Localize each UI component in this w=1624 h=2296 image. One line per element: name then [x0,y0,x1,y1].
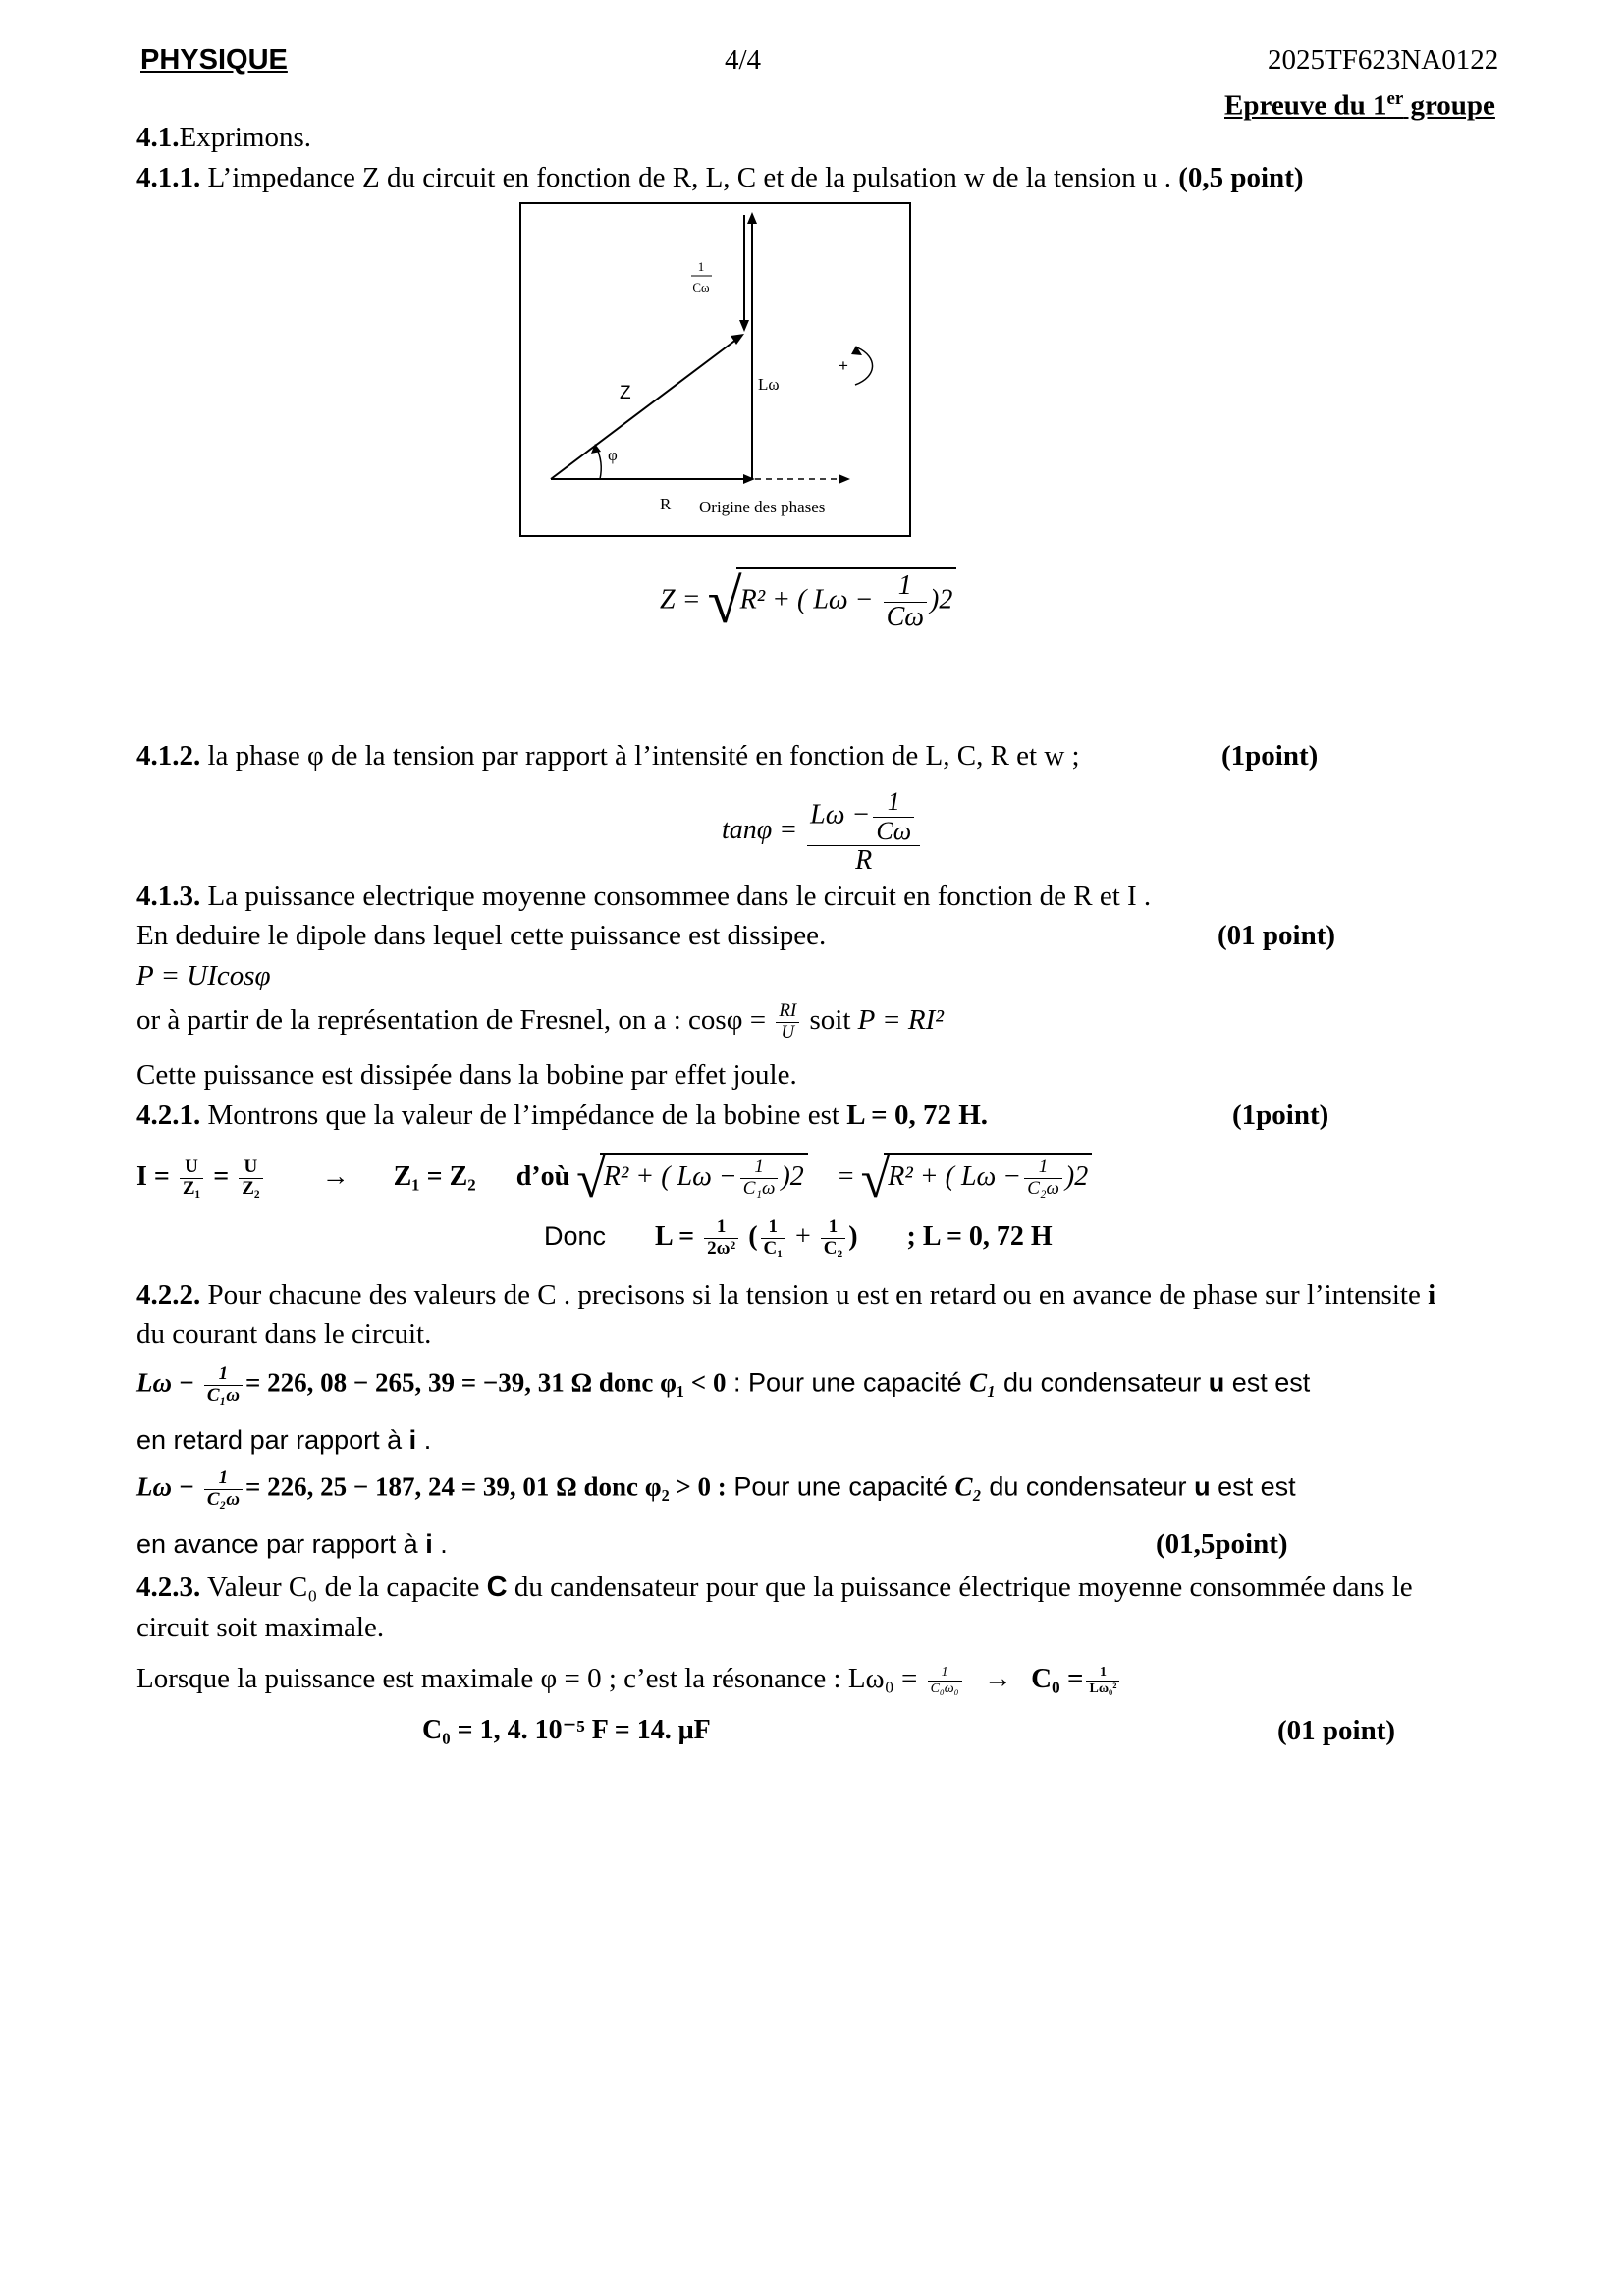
capacitance-result: C₀ = 1, 4. 10⁻⁵ F = 14. μF [422,1715,711,1745]
section-4-2-2-points: (01,5point) [1156,1528,1288,1560]
impedance-formula: Z = √R² + ( Lω − $\frac{1}{C\omega}$ )2 [660,567,956,633]
document-code: 2025TF623NA0122 [1268,44,1499,76]
dissipation-conclusion: Cette puissance est dissipée dans la bobine par effet joule. [136,1059,797,1091]
section-4-1-3: 4.1.3. La puissance electrique moyenne consommee dans le circuit en fonction de R et I . [136,881,1152,912]
section-4-2-2: 4.2.2. Pour chacune des valeurs de C . precisons si la tension u est en retard ou en avance de phase sur l’intensite i [136,1279,1436,1310]
section-4-1-1: 4.1.1. L’impedance Z du circuit en fonction de R, L, C et de la pulsation w de la tension u . (0,5 point) [136,162,1304,193]
fresnel-relation: or à partir de la représentation de Fresnel, on a : cosφ = $\frac{RI}{U}$ soit P = RI² [136,1000,944,1042]
lw-label: Lω [758,375,780,394]
inductance-result-formula: Donc L = $\frac{1}{\text{2ω²}}$ ( $\frac{1}{\text{C₁}}$ + $\frac{1}{\text{C₂}}$ ) ; L = 0, 72 H [544,1216,1053,1258]
section-4-1-2-points: (1point) [1221,740,1319,772]
phase-case-1: Lω − $\frac{1}{\text{C₁ω}}$ = 226, 08 − 265, 39 = −39, 31 Ω donc φ₁ < 0 : Pour une capacité C₁ du condensateur u est est [136,1363,1311,1406]
z-label: Z [620,383,631,403]
top-label-num: 1 [697,259,705,274]
current-equality-formula: I = $\frac{U}{\text{Z₁}}$ = $\frac{U}{\text{Z₂}}$ → Z₁ = Z₂ d’où √R² + ( Lω − $\frac{1}{\text{C₁ω}}$ )2 = √R² + ( Lω − $\frac{1}{\text{C₂ω}}$ )2 [136,1152,1092,1205]
section-4-1-3-line2: En deduire le dipole dans lequel cette puissance est dissipee. [136,920,827,951]
top-label-den: Cω [692,280,710,294]
phase-case-2: Lω − $\frac{1}{\text{C₂ω}}$ = 226, 25 − 187, 24 = 39, 01 Ω donc φ₂ > 0 : Pour une capacité C₂ du condensateur u est est [136,1468,1296,1510]
plus-label: + [839,356,848,375]
section-4-1-3-points: (01 point) [1218,920,1336,951]
r-label: R [660,495,672,513]
power-formula: P = UIcosφ [136,960,271,991]
phase-case-2-line2: en avance par rapport à i . [136,1529,448,1559]
section-4-1-2: 4.1.2. la phase φ de la tension par rapport à l’intensité en fonction de L, C, R et w ; [136,740,1080,772]
fresnel-diagram [519,202,912,538]
page-number: 4/4 [725,44,762,76]
tan-phi-formula: tanφ = Lω − $\frac{1}{C\omega}$ R [722,788,923,877]
origin-label: Origine des phases [699,498,826,516]
phase-case-1-line2: en retard par rapport à i . [136,1425,432,1455]
exam-title: Epreuve du 1er groupe [1224,88,1495,122]
section-4-2-1-points: (1point) [1232,1099,1329,1131]
section-4-2-2-line2: du courant dans le circuit. [136,1318,432,1350]
phi-label: φ [608,446,618,464]
section-4-2-1: 4.2.1. Montrons que la valeur de l’impédance de la bobine est L = 0, 72 H. [136,1099,989,1131]
section-4-2-3-line2: circuit soit maximale. [136,1612,385,1643]
diagram-frame [520,203,910,536]
section-4-2-3-points: (01 point) [1277,1715,1396,1746]
subject-label: PHYSIQUE [140,44,288,76]
resonance-relation: Lorsque la puissance est maximale φ = 0 ; c’est la résonance : Lω₀ = $\frac{1}{\text{C₀ω₀}}$ → C₀ = $\frac{1}{\text{Lω₀²}}$ [136,1661,1122,1696]
section-4-2-3: 4.2.3. Valeur C₀ de la capacite C du candensateur pour que la puissance électrique moyenne consommée dans le [136,1572,1413,1603]
section-4-1-title: 4.1.Exprimons. [136,122,312,153]
